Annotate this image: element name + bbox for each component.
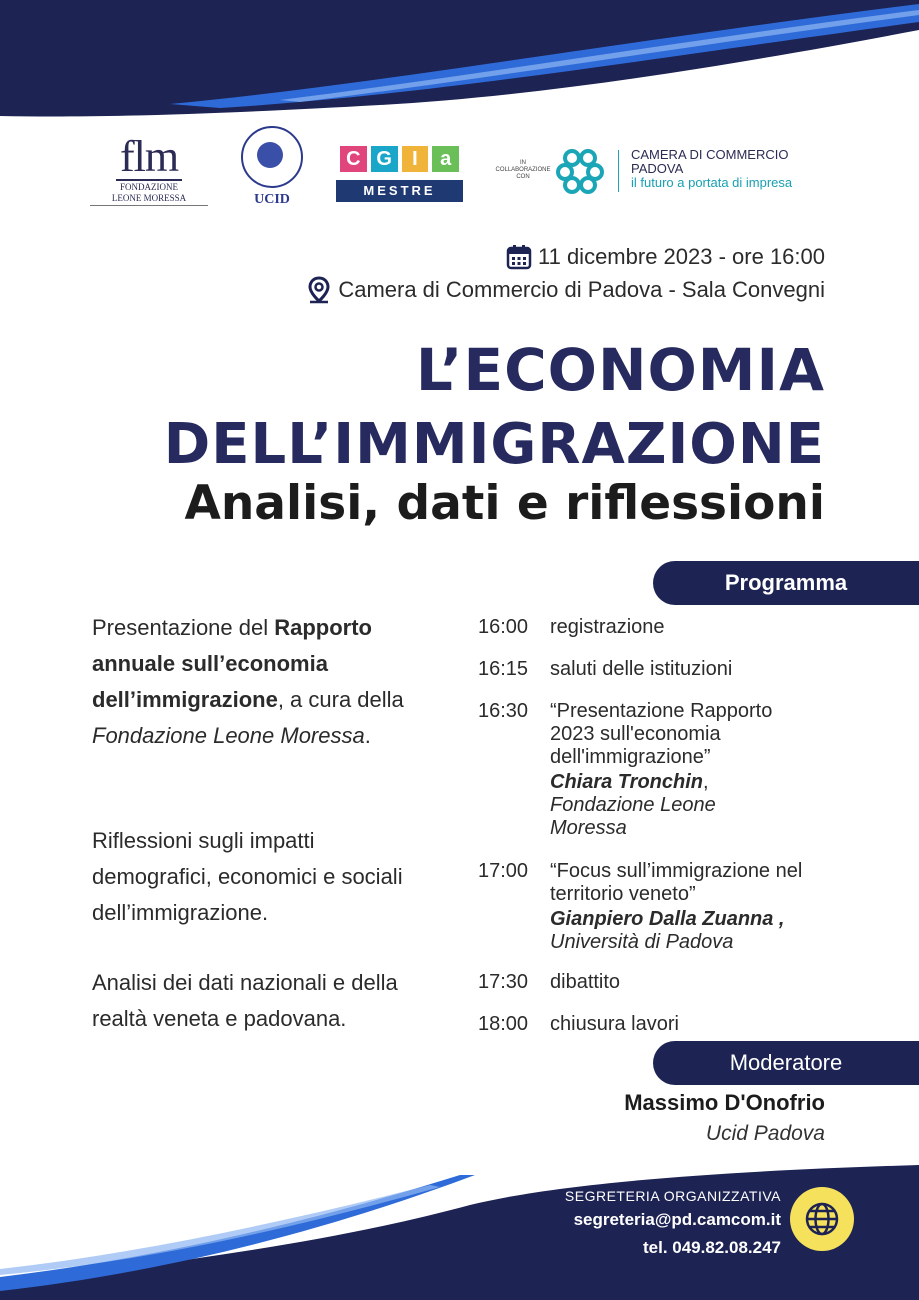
- programme-time: 16:00: [478, 616, 529, 638]
- programma-heading: Programma: [653, 561, 919, 605]
- cgia-letter-c: C: [340, 146, 367, 172]
- desc-foundation: Fondazione Leone Moressa: [92, 723, 365, 748]
- description-paragraph-1: [92, 610, 432, 754]
- programme-affiliation: Università di Padova: [550, 931, 734, 953]
- calendar-icon: [506, 244, 532, 270]
- footer-phone[interactable]: tel. 049.82.08.247: [642, 1238, 781, 1257]
- event-date: 11 dicembre 2023 - ore 16:00: [538, 244, 825, 269]
- programme-time: 18:00: [478, 1013, 529, 1035]
- event-place: Camera di Commercio di Padova - Sala Convegni: [338, 277, 825, 302]
- programme-time: 17:30: [478, 971, 529, 993]
- desc-text-c: , a cura della: [277, 687, 404, 712]
- camcom-line2: PADOVA: [631, 161, 684, 176]
- programme-text: “Presentazione Rapporto 2023 sull'economia dell'immigrazione”: [550, 700, 773, 768]
- programme-item: [478, 616, 828, 639]
- programme-item: [478, 860, 828, 954]
- description-paragraph-3: Analisi dei dati nazionali e della realtà veneta e padovana.: [92, 970, 398, 1031]
- cgia-letter-a: a: [432, 146, 459, 172]
- programme-time: 17:00: [478, 860, 529, 882]
- programme-text: registrazione: [550, 616, 665, 638]
- cgia-letter-i: I: [402, 146, 429, 172]
- title-line-2: DELL’IMMIGRAZIONE: [163, 412, 825, 477]
- ucid-seal-icon: [241, 126, 303, 188]
- globe-icon: [790, 1187, 854, 1251]
- programme-speaker-sep: ,: [703, 771, 709, 793]
- flm-logo-name2: LEONE MORESSA: [111, 193, 187, 203]
- cgia-logo: [336, 140, 463, 202]
- programme-text: dibattito: [550, 971, 621, 993]
- camcom-tagline: il futuro a portata di impresa: [631, 175, 793, 190]
- ucid-logo: [236, 126, 308, 208]
- top-wave-decoration: [0, 0, 919, 120]
- cgia-letters: [336, 140, 463, 174]
- cgia-city: MESTRE: [336, 180, 463, 202]
- programme-item: [478, 700, 828, 840]
- camcom-logo-text: [631, 148, 792, 190]
- programme-text: “Focus sull’immigrazione nel territorio veneto”: [550, 860, 803, 905]
- camcom-line1: CAMERA DI COMMERCIO: [631, 147, 789, 162]
- programme-text: chiusura lavori: [550, 1013, 679, 1035]
- flm-logo-fineprint: [90, 205, 208, 214]
- event-place-line: [306, 276, 825, 304]
- programme-time: 16:15: [478, 658, 529, 680]
- footer-email[interactable]: segreteria@pd.camcom.it: [573, 1210, 781, 1229]
- description-paragraph-2: Riflessioni sugli impatti demografici, economici e sociali dell’immigrazione.: [92, 828, 403, 925]
- programme-speaker: Chiara Tronchin: [550, 771, 703, 793]
- flm-logo: [90, 132, 208, 214]
- location-pin-icon: [306, 276, 332, 304]
- event-date-line: [506, 244, 825, 270]
- moderatore-heading: Moderatore: [653, 1041, 919, 1085]
- camcom-separator: [618, 150, 619, 192]
- subtitle: Analisi, dati e riflessioni: [184, 476, 825, 531]
- programme-affiliation: Fondazione Leone Moressa: [550, 794, 716, 839]
- footer-secretariat-label: SEGRETERIA ORGANIZZATIVA: [564, 1188, 781, 1204]
- title-line-1: L’ECONOMIA: [415, 336, 825, 404]
- programme-speaker: Gianpiero Dalla Zuanna ,: [550, 908, 785, 930]
- bottom-wave-decoration: [0, 1165, 919, 1300]
- camcom-knot-icon: [555, 145, 605, 195]
- collaboration-label: IN COLLABORAZIONE CON: [495, 160, 551, 180]
- flm-logo-mark: flm: [116, 135, 182, 181]
- flm-logo-name1: FONDAZIONE: [120, 182, 178, 192]
- desc-report-title: Rapporto annuale sull’economia dell’immigrazione: [92, 615, 372, 712]
- programme-item: [478, 971, 828, 994]
- moderator-name: Massimo D'Onofrio: [624, 1090, 825, 1115]
- cgia-letter-g: G: [371, 146, 398, 172]
- desc-text-e: .: [364, 723, 371, 748]
- programme-text: saluti delle istituzioni: [550, 658, 733, 680]
- programme-item: [478, 658, 828, 681]
- programme-time: 16:30: [478, 700, 529, 722]
- moderator-organization: Ucid Padova: [705, 1122, 825, 1145]
- desc-text-a: Presentazione del: [92, 615, 275, 640]
- programme-item: [478, 1013, 828, 1036]
- ucid-logo-name: UCID: [254, 192, 290, 207]
